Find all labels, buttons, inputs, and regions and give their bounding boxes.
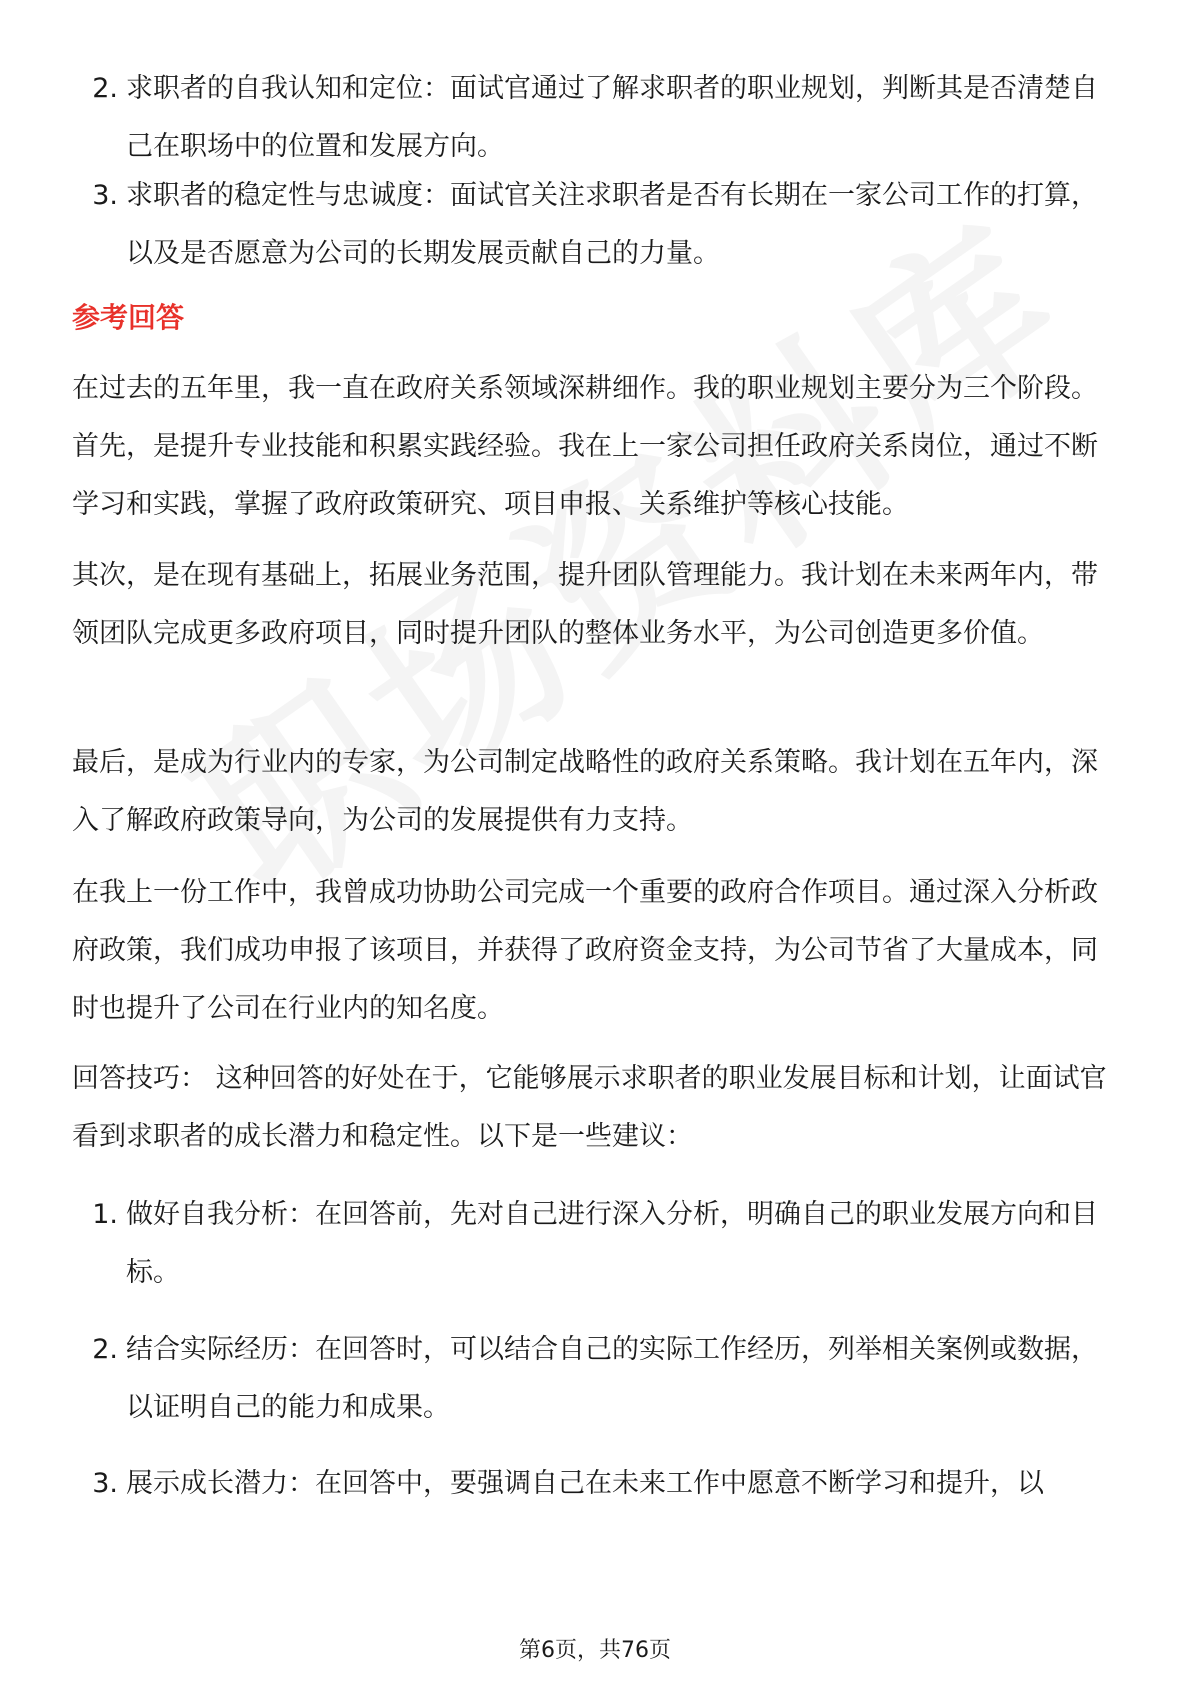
list-text: 做好自我分析：在回答前，先对自己进行深入分析，明确自己的职业发展方向和目标。 (126, 1199, 1098, 1288)
paragraph: 其次，是在现有基础上，拓展业务范围，提升团队管理能力。我计划在未来两年内，带领团队完成更多政府项目，同时提升团队的整体业务水平，为公司创造更多价值。 (72, 560, 1098, 649)
list-number: 3. (92, 180, 118, 211)
paragraph: 最后，是成为行业内的专家，为公司制定战略性的政府关系策略。我计划在五年内，深入了解政府政策导向，为公司的发展提供有力支持。 (72, 747, 1098, 836)
list-text: 求职者的稳定性与忠诚度：面试官关注求职者是否有长期在一家公司工作的打算，以及是否愿意为公司的长期发展贡献自己的力量。 (126, 180, 1098, 269)
page-footer: 第6页，共76页 (519, 1638, 671, 1663)
list-text: 结合实际经历：在回答时，可以结合自己的实际工作经历，列举相关案例或数据，以证明自己的能力和成果。 (126, 1334, 1098, 1423)
list-text: 展示成长潜力：在回答中，要强调自己在未来工作中愿意不断学习和提升，以 (126, 1468, 1044, 1499)
paragraph: 在我上一份工作中，我曾成功协助公司完成一个重要的政府合作项目。通过深入分析政府政策，我们成功申报了该项目，并获得了政府资金支持，为公司节省了大量成本，同时也提升了公司在行业内的知名度。 (72, 877, 1098, 1024)
list-text: 求职者的自我认知和定位：面试官通过了解求职者的职业规划，判断其是否清楚自己在职场中的位置和发展方向。 (126, 73, 1098, 162)
list-number: 2. (92, 1334, 118, 1365)
paragraph: 回答技巧： 这种回答的好处在于，它能够展示求职者的职业发展目标和计划，让面试官看到求职者的成长潜力和稳定性。以下是一些建议： (72, 1063, 1107, 1152)
list-number: 3. (92, 1468, 118, 1499)
paragraph: 在过去的五年里，我一直在政府关系领域深耕细作。我的职业规划主要分为三个阶段。首先，是提升专业技能和积累实践经验。我在上一家公司担任政府关系岗位，通过不断学习和实践，掌握了政府政策研究、项目申报、关系维护等核心技能。 (72, 373, 1098, 520)
list-number: 1. (92, 1199, 118, 1230)
section-heading: 参考回答 (72, 301, 185, 334)
list-number: 2. (92, 73, 118, 104)
